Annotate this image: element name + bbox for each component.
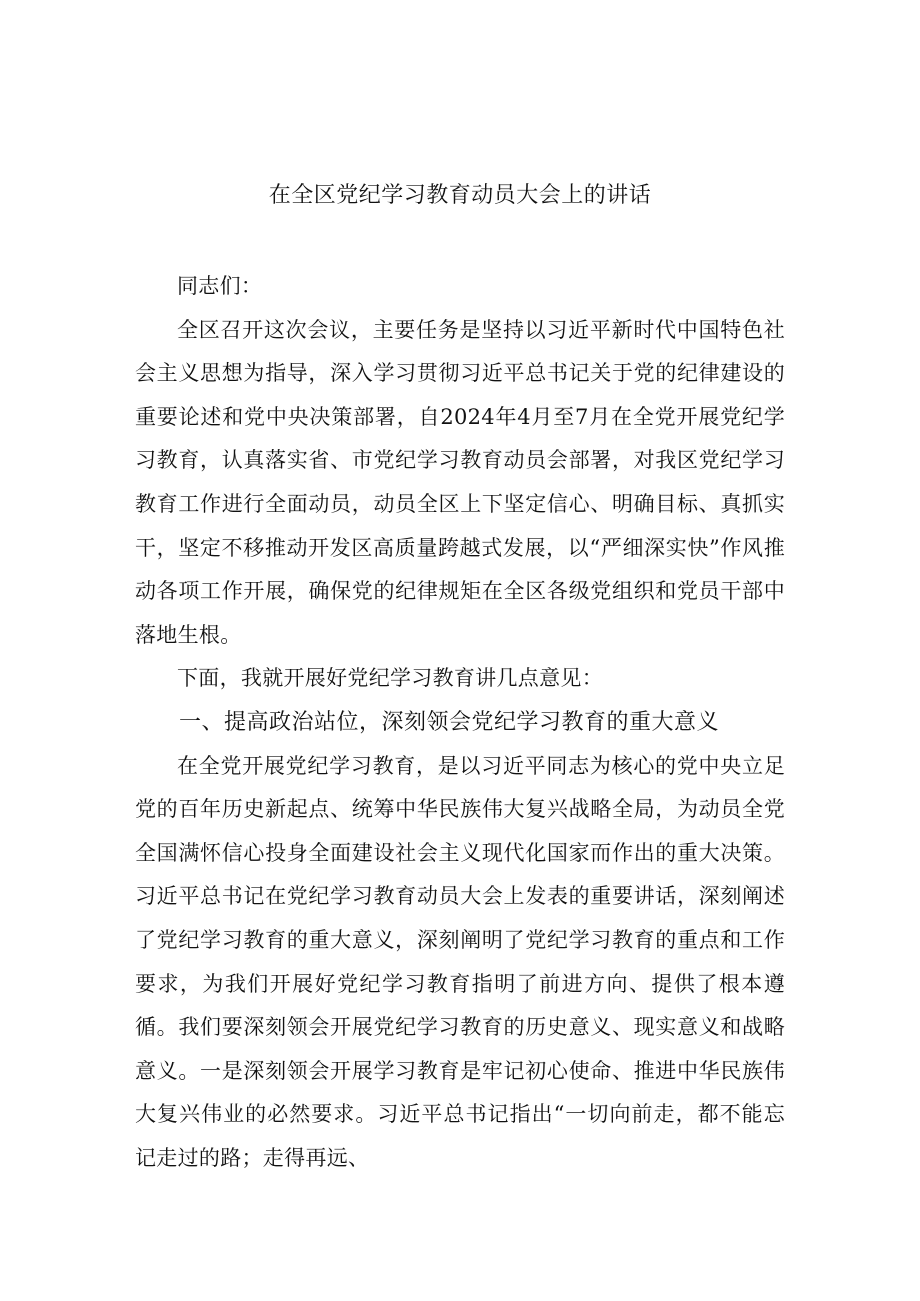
salutation: 同志们： — [177, 274, 263, 298]
document-title: 在全区党纪学习教育动员大会上的讲话 — [268, 183, 652, 208]
document-body — [135, 265, 785, 1180]
body-paragraph: 全区召开这次会议，主要任务是坚持以习近平新时代中国特色社会主义思想为指导，深入学习贯彻习近平总书记关于党的纪律建设的重要论述和党中央决策部署，自2024年4月至7月在全党开展党纪学习教育，认真落实省、市党纪学习教育动员会部署，对我区党纪学习教育工作进行全面动员，动员全区上下坚定信心、明确目标、真抓实干，坚定不移推动开发区高质量跨越式发展，以“严细深实快”作风推动各项工作开展，确保党的纪律规矩在全区各级党组织和党员干部中落地生根。 — [135, 317, 785, 647]
section-heading: 一、提高政治站位，深刻领会党纪学习教育的重大意义 — [179, 709, 720, 735]
body-paragraph: 在全党开展党纪学习教育，是以习近平同志为核心的党中央立足党的百年历史新起点、统筹中华民族伟大复兴战略全局，为动员全党全国满怀信心投身全面建设社会主义现代化国家而作出的重大决策。习近平总书记在党纪学习教育动员大会上发表的重要讲话，深刻阐述了党纪学习教育的重大意义，深刻阐明了党纪学习教育的重点和工作要求，为我们开展好党纪学习教育指明了前进方向、提供了根本遵循。我们要深刻领会开展党纪学习教育的历史意义、现实意义和战略意义。一是深刻领会开展学习教育是牢记初心使命、推进中华民族伟大复兴伟业的必然要求。习近平总书记指出“一切向前走，都不能忘记走过的路；走得再远、 — [135, 753, 785, 1170]
body-paragraph: 下面，我就开展好党纪学习教育讲几点意见： — [177, 666, 603, 691]
